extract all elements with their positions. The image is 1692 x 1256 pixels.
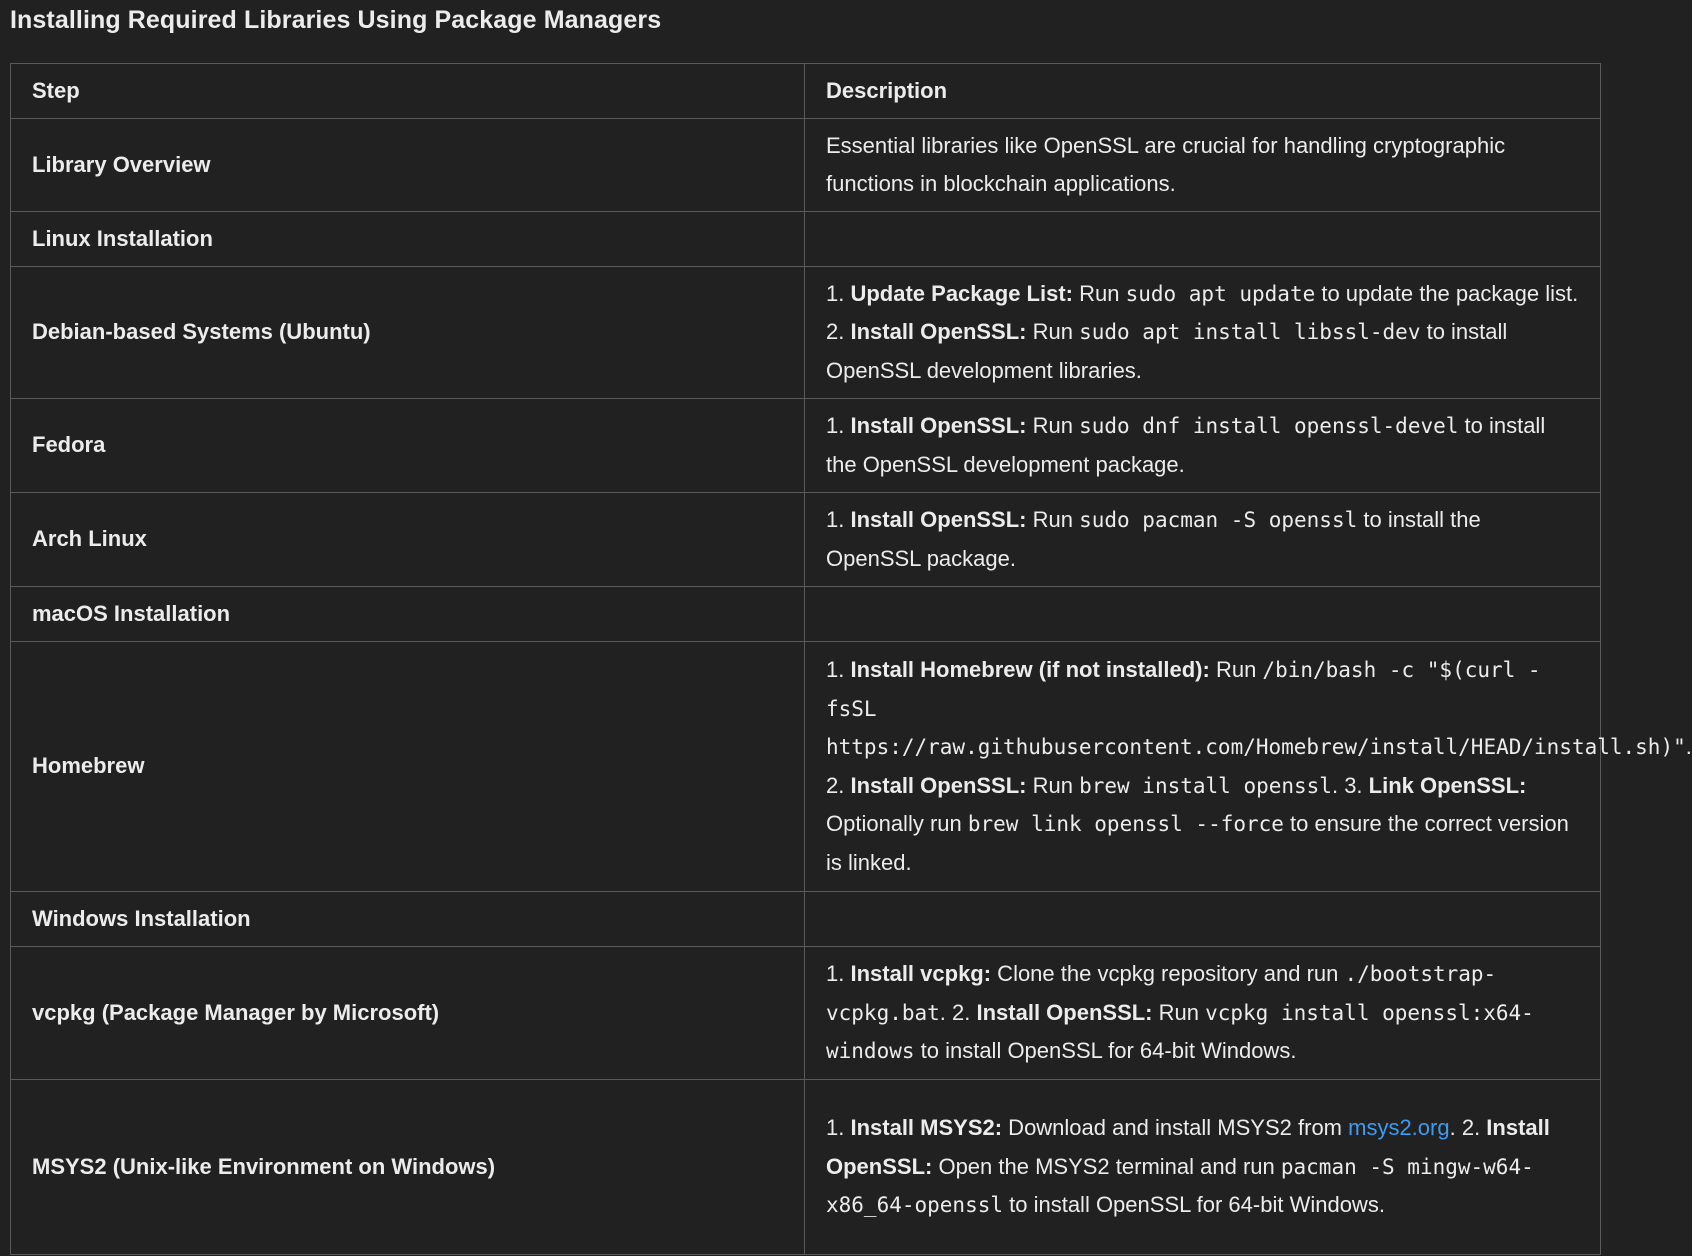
description-cell [805,493,1601,587]
section-title: macOS Installation [11,587,805,642]
instruction-text: Run [1072,280,1126,306]
instruction-keyword: Update Package List: [850,280,1073,306]
step-number: 1. [826,413,851,438]
step-cell: Debian-based Systems (Ubuntu) [11,267,805,399]
column-header-step: Step [11,64,805,119]
instruction-text: Run [1152,999,1206,1025]
instruction-text: to install OpenSSL for 64-bit Windows. [914,1038,1297,1064]
command-code: vcpkg install openssl:x64-windows [826,1000,1534,1064]
description-cell [805,892,1601,947]
section-row [11,212,1601,267]
instruction-text: to ensure the correct version is linked. [826,811,1569,875]
table-row [11,947,1601,1080]
instruction-text: . 2. [939,999,977,1025]
instruction-keyword: Install OpenSSL: [976,999,1153,1025]
description-cell [805,212,1601,267]
table-row [11,642,1601,892]
table-row [11,119,1601,212]
instruction-text: Open the MSYS2 terminal and run [932,1153,1281,1179]
instruction-text: Run [1026,413,1080,438]
description-cell [805,1080,1601,1255]
instruction-keyword: Install OpenSSL: [826,1115,1550,1179]
command-code: sudo apt install libssl-dev [1079,320,1421,345]
instruction-text: to install OpenSSL development libraries. [826,319,1508,383]
instruction-text: Download and install MSYS2 from [1002,1115,1349,1141]
description-cell [805,947,1601,1080]
command-code: brew link openssl --force [967,812,1284,836]
command-code: /bin/bash -c "$(curl -fsSL https://raw.githubusercontent.com/Homebrew/install/HEAD/install.sh)" [826,658,1686,759]
command-code: sudo dnf install openssl-devel [1079,414,1459,438]
msys2-link[interactable]: msys2.org [1348,1115,1450,1141]
instruction-text: . 3. [1331,772,1369,798]
section-title: Windows Installation [11,892,805,947]
instruction-text: Clone the vcpkg repository and run [991,961,1345,987]
instruction-text: Run [1026,319,1080,345]
description-cell [805,642,1692,892]
step-number: 1. [826,280,851,306]
description-cell [805,267,1601,399]
instruction-keyword: Link OpenSSL: [1368,772,1527,798]
installation-table [10,63,1692,1255]
instruction-keyword: Install Homebrew (if not installed): [850,657,1210,682]
instruction-text: Run [1026,507,1080,532]
instruction-text: Optionally run [826,811,968,836]
instruction-keyword: Install vcpkg: [850,961,992,987]
table-row [11,493,1601,587]
instruction-text: to install the OpenSSL development package. [826,413,1546,477]
command-code: sudo pacman -S openssl [1079,508,1358,532]
instruction-text: to install the OpenSSL package. [826,507,1481,571]
section-title: Linux Installation [11,212,805,267]
description-cell [805,587,1601,642]
instruction-keyword: Install OpenSSL: [850,319,1027,345]
instruction-keyword: Install MSYS2: [850,1115,1003,1141]
table-row [11,267,1601,399]
instruction-text: . 2. [826,734,1692,798]
page-title: Installing Required Libraries Using Package Managers [10,6,662,34]
step-cell: Fedora [11,399,805,493]
step-number: 1. [826,961,851,987]
instruction-text: . 2. [1449,1115,1487,1141]
step-cell: Homebrew [11,642,805,892]
instruction-keyword: Install OpenSSL: [850,507,1027,532]
step-cell: vcpkg (Package Manager by Microsoft) [11,947,805,1080]
instruction-text: to update the package list. 2. [826,280,1579,345]
description-cell [805,399,1601,493]
section-row [11,892,1601,947]
command-code: ./bootstrap-vcpkg.bat [826,962,1497,1025]
step-cell: Arch Linux [11,493,805,587]
step-number: 1. [826,657,851,682]
section-row [11,587,1601,642]
command-code: sudo apt update [1125,281,1316,306]
instruction-keyword: Install OpenSSL: [850,772,1027,798]
instruction-text: to install OpenSSL for 64-bit Windows. [1003,1192,1385,1218]
command-code: pacman -S mingw-w64-x86_64-openssl [826,1154,1534,1218]
column-header-description: Description [805,64,1601,119]
step-number: 1. [826,507,851,532]
table-row [11,399,1601,493]
instruction-text: Run [1026,772,1080,798]
step-number: 1. [826,1115,851,1141]
instruction-text: Run [1209,657,1263,682]
step-cell: MSYS2 (Unix-like Environment on Windows) [11,1080,805,1255]
description-cell: Essential libraries like OpenSSL are crucial for handling cryptographic functions in blockchain applications. [805,119,1601,212]
table-header-row [11,64,1601,119]
instruction-keyword: Install OpenSSL: [850,413,1027,438]
table-row [11,1080,1601,1255]
command-code: brew install openssl [1079,773,1332,798]
step-cell: Library Overview [11,119,805,212]
